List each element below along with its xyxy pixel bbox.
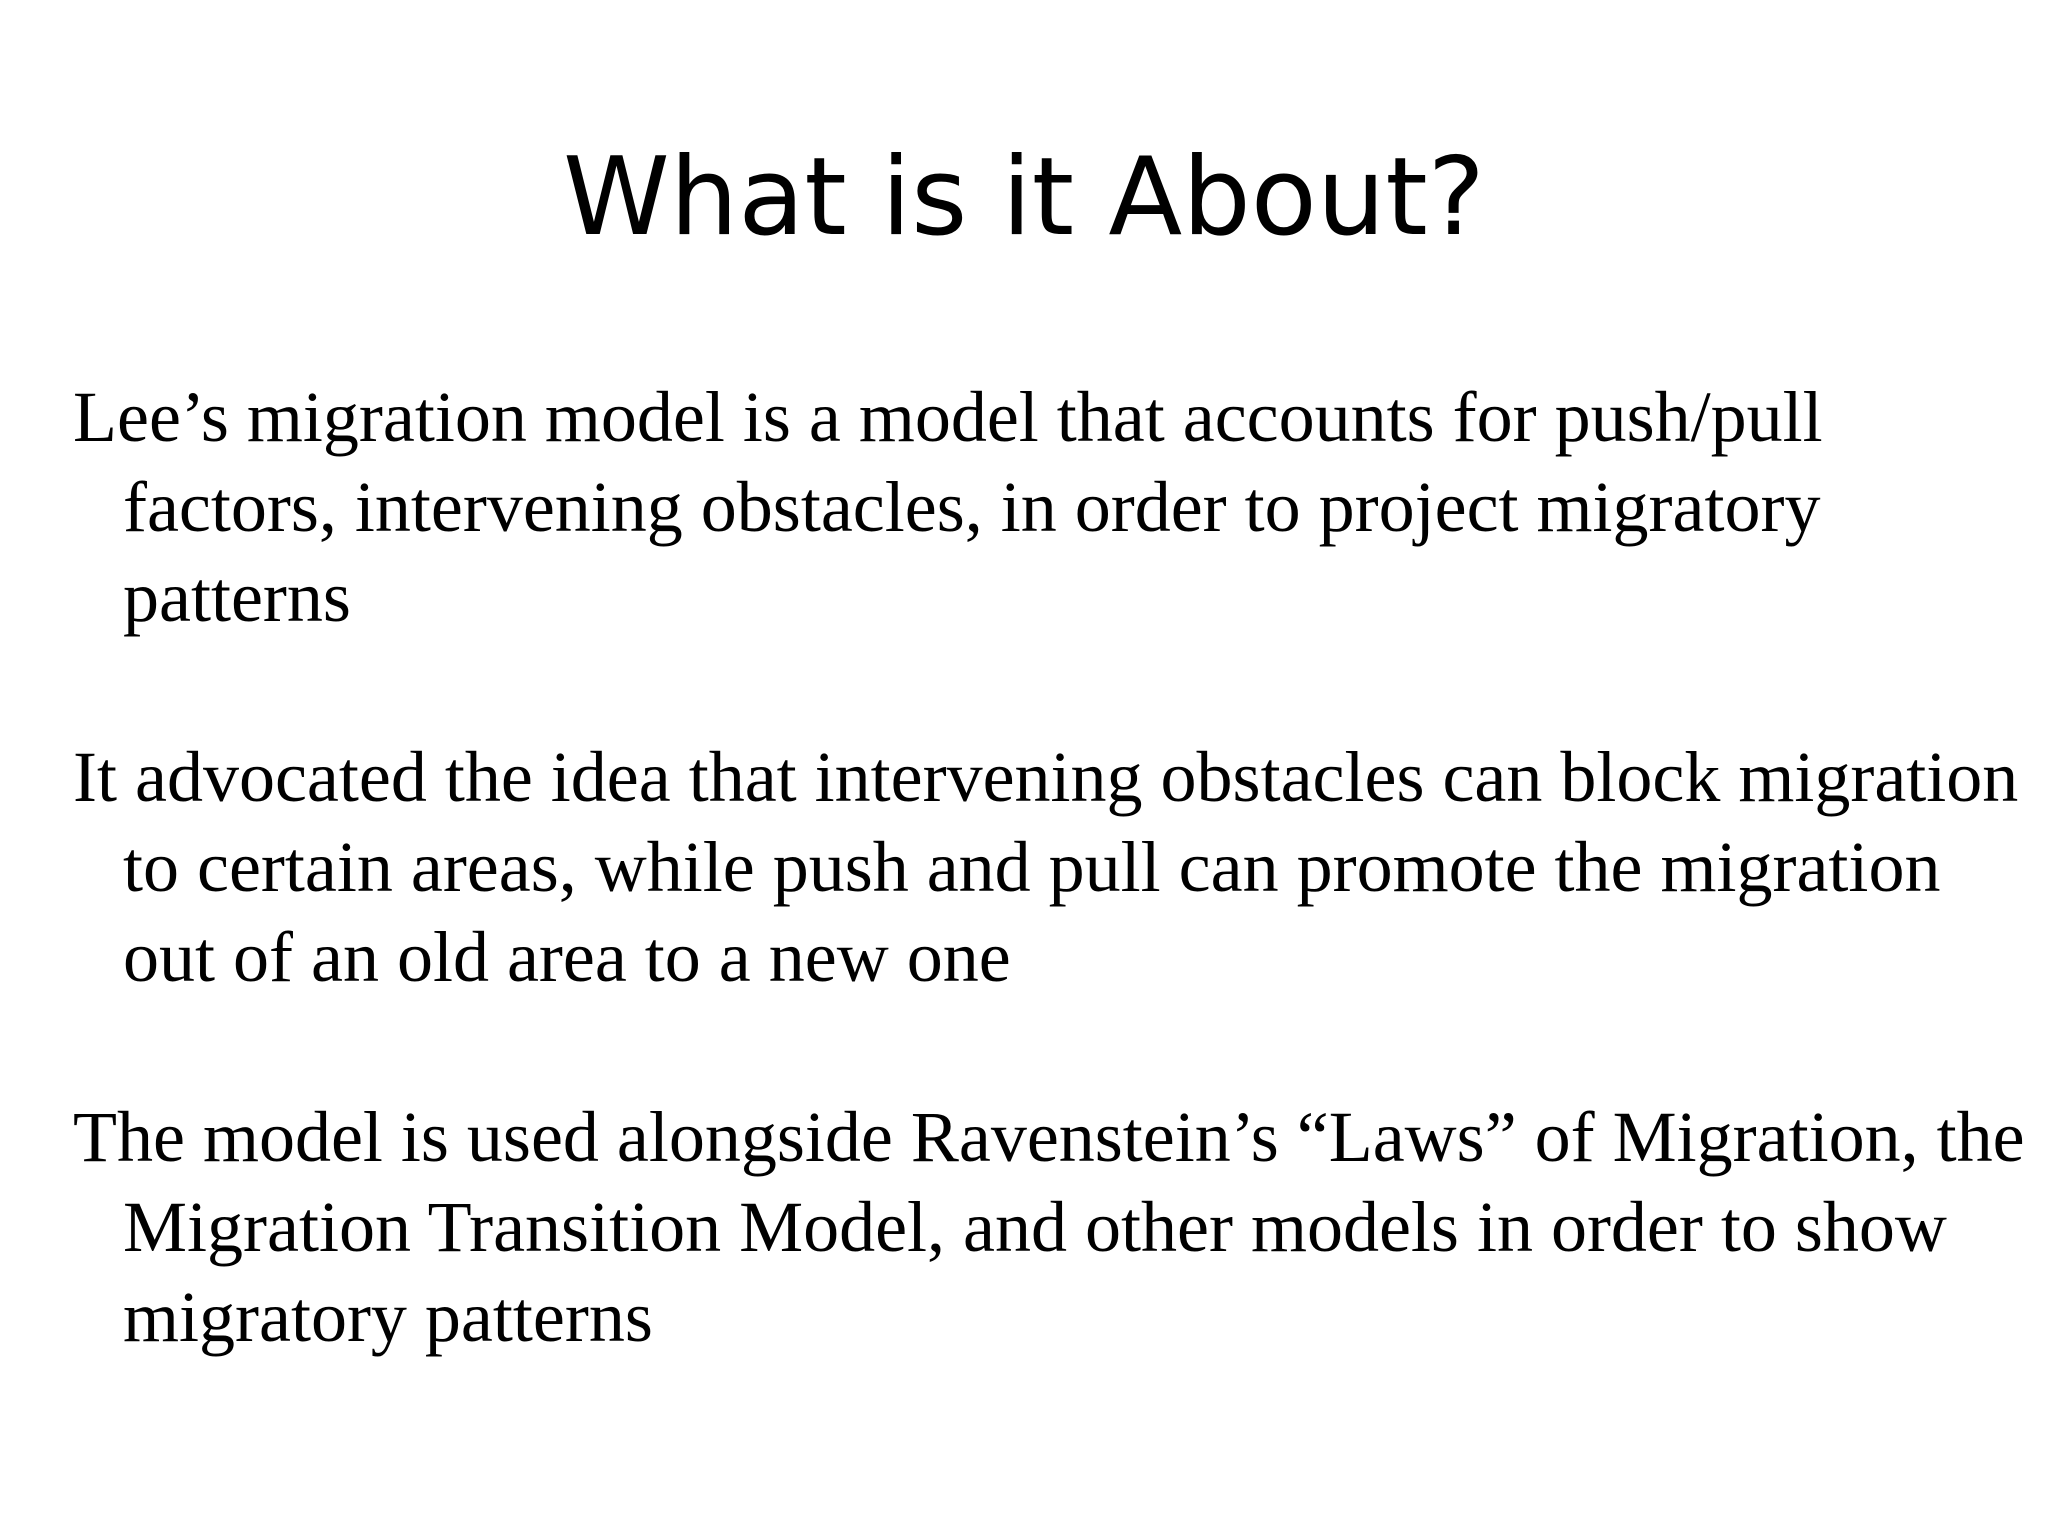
paragraph-lee-model: Lee’s migration model is a model that accounts for push/pull factors, intervening obstacles, in order to project migratory patterns [73, 377, 1823, 637]
slide-title: What is it About? [562, 135, 1485, 260]
paragraph-intervening-obstacles: It advocated the idea that intervening obstacles can block migration to certain areas, while push and pull can promote the migration out of an old area to a new one [73, 737, 2019, 997]
slide-body [73, 372, 2033, 1362]
paragraph-related-models: The model is used alongside Ravenstein’s “Laws” of Migration, the Migration Transition Model, and other models in order to show migratory patterns [73, 1097, 2025, 1357]
